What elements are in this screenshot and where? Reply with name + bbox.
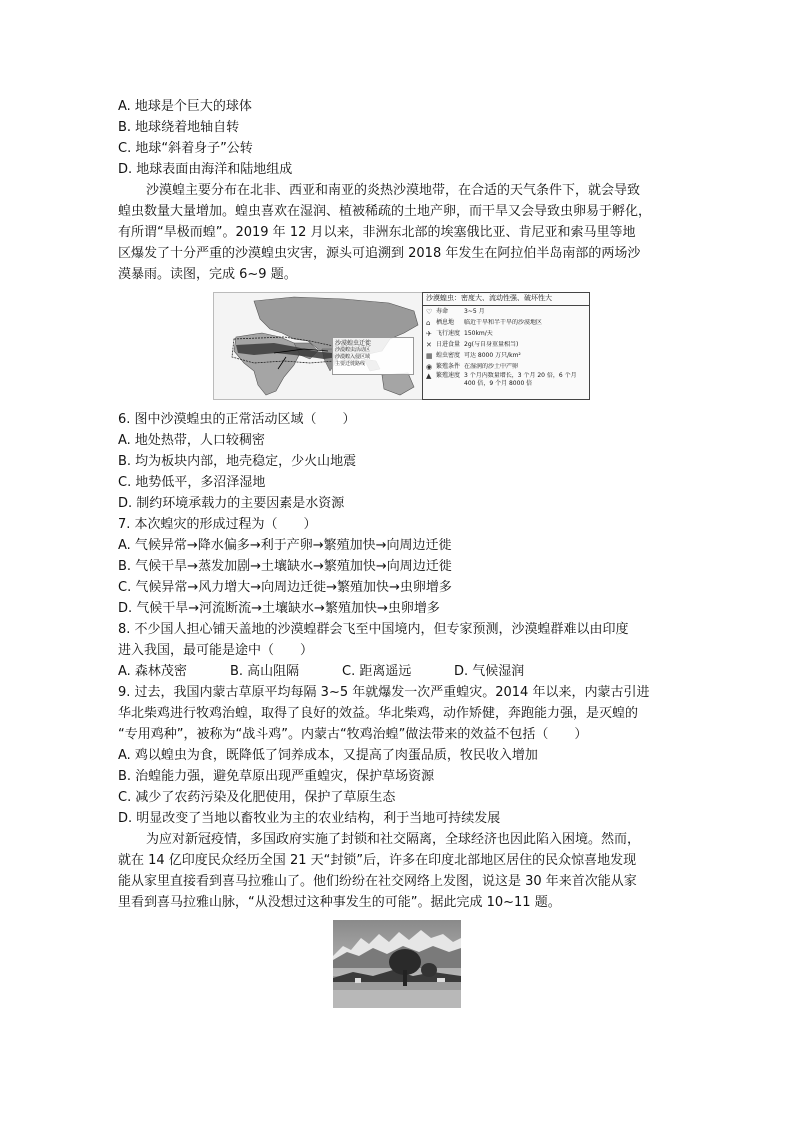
table-key: 蝗虫密度: [436, 351, 461, 359]
legend-title: 沙漠蝗虫迁徙: [335, 340, 372, 347]
himalaya-photo: [333, 920, 461, 1008]
q6-option-d: D. 制约环境承载力的主要因素是水资源: [118, 496, 345, 511]
table-row: [423, 361, 589, 372]
table-row: [423, 306, 589, 317]
food-icon: ✕: [426, 340, 432, 349]
locust-distribution-map: [213, 292, 423, 400]
q7-option-d: D. 气候干旱→河流断流→土壤缺水→繁殖加快→虫卵增多: [118, 601, 440, 616]
q6-stem: 6. 图中沙漠蝗虫的正常活动区域（ ）: [118, 412, 356, 427]
density-icon: ▦: [426, 351, 433, 360]
q8-option-b: B. 高山阻隔: [230, 664, 300, 679]
growth-icon: ▲: [426, 372, 432, 380]
passage1-line: 漠暴雨。读图，完成 6~9 题。: [118, 267, 297, 282]
passage1-line: 沙漠蝗主要分布在北非、西亚和南亚的炎热沙漠地带，在合适的天气条件下，就会导致: [146, 183, 641, 198]
table-value: 可达 8000 万只/km²: [464, 351, 521, 359]
q8-stem: 进入我国，最可能是途中（ ）: [118, 643, 314, 658]
q8-options: [118, 662, 688, 682]
table-value: 150km/天: [464, 329, 493, 337]
passage2-line: 里看到喜马拉雅山脉，“从没想过这种事发生的可能”。据此完成 10~11 题。: [118, 895, 561, 910]
table-row: [423, 328, 589, 339]
q9-option-d: D. 明显改变了当地以畜牧业为主的农业结构，利于当地可持续发展: [118, 811, 501, 826]
q6-option-b: B. 均为板块内部，地壳稳定，少火山地震: [118, 454, 357, 469]
locust-info-table: [422, 292, 590, 400]
table-value: 3~5 月: [464, 307, 485, 315]
table-key: 日进食量: [436, 340, 461, 348]
legend-item: 沙漠蝗入侵区域: [335, 354, 371, 360]
passage2-line: 为应对新冠疫情，多国政府实施了封锁和社交隔离，全球经济也因此陷入困境。然而，: [146, 832, 641, 847]
q7-option-c: C. 气候异常→风力增大→向周边迁徙→繁殖加快→虫卵增多: [118, 580, 452, 595]
q8-option-a: A. 森林茂密: [118, 664, 187, 679]
table-title: 沙漠蝗虫：密度大、流动性强、破坏性大: [423, 293, 589, 306]
table-key: 繁殖速度: [436, 372, 461, 379]
legend-item: 主要迁徙路线: [335, 361, 366, 367]
table-value: 3 个月内数量增长，3 个月 20 倍，6 个月 400 倍，9 个月 8000 倍: [464, 372, 577, 387]
table-key: 繁殖条件: [436, 362, 461, 370]
q7-stem: 7. 本次蝗灾的形成过程为（ ）: [118, 517, 317, 532]
passage1-line: 区爆发了十分严重的沙漠蝗虫灾害，源头可追溯到 2018 年发生在阿拉伯半岛南部的两场沙: [118, 246, 641, 261]
q9-option-b: B. 治蝗能力强，避免草原出现严重蝗灾，保护草场资源: [118, 769, 435, 784]
table-value: 在湿润的沙土中产卵: [464, 362, 519, 370]
habitat-icon: ⌂: [426, 318, 431, 327]
passage2-line: 就在 14 亿印度民众经历全国 21 天“封锁”后，许多在印度北部地区居住的民众惊喜地发现: [118, 853, 637, 868]
map-legend: [332, 337, 414, 375]
table-value: 临近干旱和半干旱的沙漠地区: [464, 318, 543, 326]
himalaya-photo-illustration: [333, 920, 461, 1008]
table-row: [423, 350, 589, 361]
q5-option-a: A. 地球是个巨大的球体: [118, 99, 252, 114]
q5-option-d: D. 地球表面由海洋和陆地组成: [118, 162, 293, 177]
lifespan-icon: ♡: [426, 307, 433, 316]
passage2-line: 能从家里直接看到喜马拉雅山了。他们纷纷在社交网络上发图，说这是 30 年来首次能从家: [118, 874, 637, 889]
q6-option-c: C. 地势低平，多沼泽湿地: [118, 475, 266, 490]
passage1-line: 有所谓“旱极而蝗”。2019 年 12 月以来，非洲东北部的埃塞俄比亚、肯尼亚和索马里等地: [118, 225, 636, 240]
breeding-icon: ◉: [426, 362, 433, 371]
q9-option-a: A. 鸡以蝗虫为食，既降低了饲养成本，又提高了肉蛋品质，牧民收入增加: [118, 748, 538, 763]
passage1-line: 蝗虫数量大量增加。蝗虫喜欢在湿润、植被稀疏的土地产卵，而干旱又会导致虫卵易于孵化，: [118, 204, 652, 219]
flight-icon: ✈: [426, 329, 432, 338]
table-key: 飞行速度: [436, 329, 461, 337]
q6-option-a: A. 地处热带，人口较稠密: [118, 433, 265, 448]
q7-option-a: A. 气候异常→降水偏多→利于产卵→繁殖加快→向周边迁徙: [118, 538, 452, 553]
q8-option-d: D. 气候湿润: [454, 664, 525, 679]
q9-stem: 华北柴鸡进行牧鸡治蝗，取得了良好的效益。华北柴鸡，动作矫健，奔跑能力强，是灭蝗的: [118, 706, 639, 721]
q7-option-b: B. 气候干旱→蒸发加剧→土壤缺水→繁殖加快→向周边迁徙: [118, 559, 452, 574]
q5-option-c: C. 地球“斜着身子”公转: [118, 141, 253, 156]
q9-stem: 9. 过去，我国内蒙古草原平均每隔 3~5 年就爆发一次严重蝗灾。2014 年以来，内蒙古引进: [118, 685, 650, 700]
table-row: [423, 339, 589, 350]
table-row: [423, 317, 589, 328]
q8-option-c: C. 距离遥远: [342, 664, 412, 679]
table-key: 寿命: [436, 307, 449, 315]
q8-stem: 8. 不少国人担心铺天盖地的沙漠蝗群会飞至中国境内，但专家预测，沙漠蝗群难以由印度: [118, 622, 629, 637]
legend-item: 沙漠蝗虫活动区: [335, 347, 371, 353]
table-value: 2g(与自身重量相当): [464, 340, 519, 348]
q9-option-c: C. 减少了农药污染及化肥使用，保护了草原生态: [118, 790, 396, 805]
table-key: 栖息地: [436, 318, 455, 326]
table-row: [423, 372, 589, 390]
q9-stem: “专用鸡种”，被称为“战斗鸡”。内蒙古“牧鸡治蝗”做法带来的效益不包括（ ）: [118, 727, 588, 742]
q5-option-b: B. 地球绕着地轴自转: [118, 120, 240, 135]
